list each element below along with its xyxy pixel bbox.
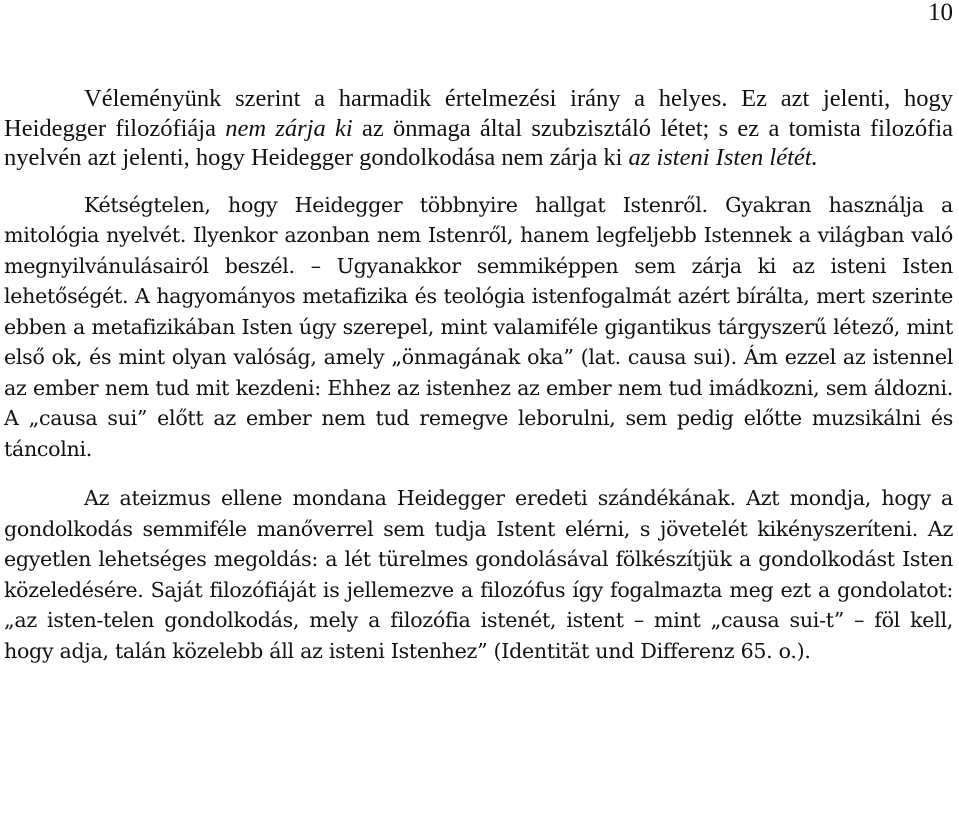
paragraph-2: [4, 190, 953, 465]
paragraph-2-text: Kétségtelen, hogy Heidegger többnyire hallgat Istenről. Gyakran használja a mitológia nyelvét. Ilyenkor azonban nem Istenről, hanem legfeljebb Istennek a világban való megnyilvánulásairól beszél. – Ugyanakkor semmiképpen sem zárja ki az isteni Isten lehetőségét. A hagyományos metafizika és teológia istenfogalmát azért bírálta, mert szerinte ebben a metafizikában Isten úgy szerepel, mint valamiféle gigantikus tárgyszerű létező, mint első ok, és mint olyan valóság, amely „önmagának oka” (lat. causa sui). Ám ezzel az istennel az ember nem tud mit kezdeni: Ehhez az istenhez az ember nem tud imádkozni, sem áldozni. A „causa sui” előtt az ember nem tud remegve leborulni, sem pedig előtte muzsikálni és táncolni.: [4, 192, 953, 461]
page-number: 10: [928, 0, 953, 26]
paragraph-1-emphasis-2: az isteni Isten létét.: [628, 144, 818, 171]
document-body: [4, 84, 953, 666]
paragraph-1-text-2: az önmaga által szubzisztáló létet; s ez a tomista filozófia nyelvén azt jelenti, hogy Heidegger gondolkodása nem zárja ki: [4, 114, 954, 171]
paragraph-1-text-1: Véleményünk szerint a harmadik értelmezési irány a helyes. Ez azt jelenti, hogy Heidegger filozófiája: [4, 85, 953, 142]
paragraph-1-emphasis-1: nem zárja ki: [225, 114, 353, 142]
paragraph-3-text: Az ateizmus ellene mondana Heidegger eredeti szándékának. Azt mondja, hogy a gondolkodás semmiféle manőverrel sem tudja Istent elérni, s jövetelét kikényszeríteni. Az egyetlen lehetséges megoldás: a lét türelmes gondolásával fölkészítjük a gondolkodást Isten közeledésére. Saját filozófiáját is jellemezve a filozófus így fogalmazta meg ezt a gondolatot: „az isten-telen gondolkodás, mely a filozófia istenét, istent – mint „causa sui-t” – föl kell, hogy adja, talán közelebb áll az isteni Istenhez” (Identität und Differenz 65. o.).: [4, 486, 953, 663]
paragraph-3: [4, 483, 953, 666]
paragraph-1: [4, 84, 953, 173]
